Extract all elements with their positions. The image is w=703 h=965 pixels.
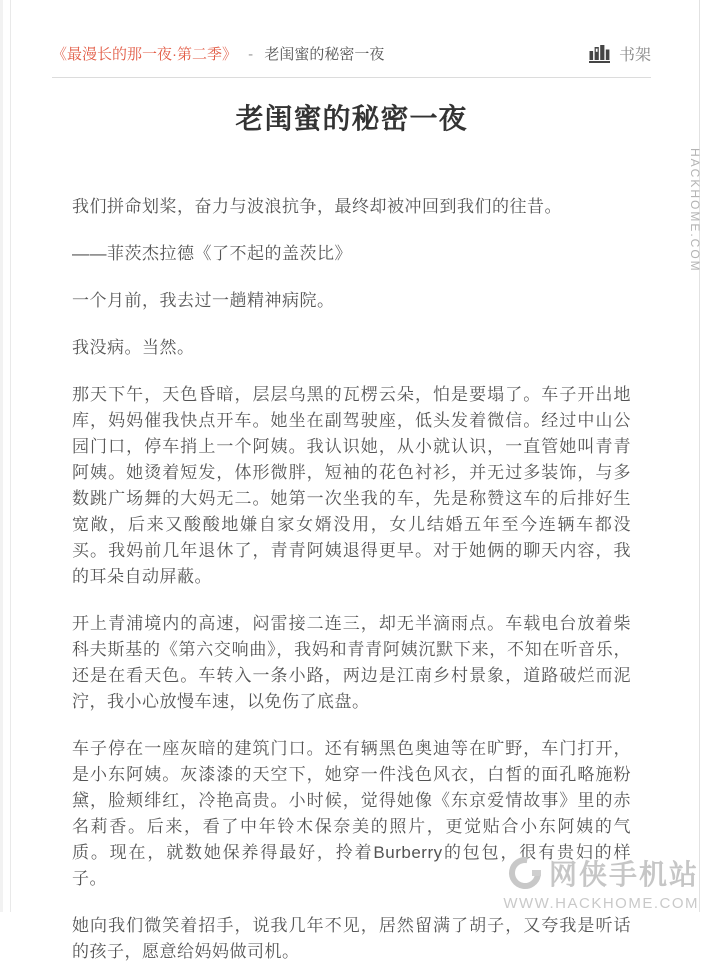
bookshelf-button[interactable] (589, 42, 651, 65)
paragraph: ——菲茨杰拉德《了不起的盖茨比》 (72, 244, 352, 263)
article-body (52, 194, 651, 965)
paragraph: 那天下午，天色昏暗，层层乌黑的瓦楞云朵，怕是要塌了。车子开出地库，妈妈催我快点开车。她坐在副驾驶座，低头发着微信。经过中山公园门口，停车捎上一个阿姨。我认识她，从小就认识，一直管她叫青青阿姨。她烫着短发，体形微胖，短袖的花色衬衫，并无过多装饰，与多数跳广场舞的大妈无二。她第一次坐我的车，先是称赞这车的后排好生宽敞，后来又酸酸地嫌自家女婿没用，女儿结婚五年至今连辆车都没买。我妈前几年退休了，青青阿姨退得更早。对于她俩的聊天内容，我的耳朵自动屏蔽。 (72, 385, 631, 586)
breadcrumb-chapter: 老闺蜜的秘密一夜 (264, 46, 385, 63)
watermark-site-name: 网侠手机站 (548, 859, 699, 890)
breadcrumb (52, 43, 384, 64)
watermark-site-block (503, 853, 699, 912)
chapter-title: 老闺蜜的秘密一夜 (235, 103, 468, 134)
site-logo-icon (505, 853, 545, 893)
watermark-vertical-text: HACKHOME.COM (688, 148, 702, 273)
header-divider (52, 77, 651, 78)
bookshelf-icon (589, 44, 610, 63)
paragraph: 开上青浦境内的高速，闷雷接二连三，却无半滴雨点。车载电台放着柴科夫斯基的《第六交响曲》，我妈和青青阿姨沉默下来，不知在听音乐，还是在看天色。车转入一条小路，两边是江南乡村景象，道路破烂而泥泞，我小心放慢车速，以免伤了底盘。 (72, 614, 631, 711)
reader-header (52, 0, 651, 65)
paragraph: 车子停在一座灰暗的建筑门口。还有辆黑色奥迪等在旷野，车门打开，是小东阿姨。灰漆漆的天空下，她穿一件浅色风衣，白皙的面孔略施粉黛，脸颊绯红，冷艳高贵。小时候，觉得她像《东京爱情故事》里的赤名莉香。后来，看了中年铃木保奈美的照片，更觉贴合小东阿姨的气质。现在，就数她保养得最好，拎着Burberry的包包，很有贵妇的样子。 (72, 739, 631, 888)
paragraph: 她向我们微笑着招手，说我几年不见，居然留满了胡子，又夸我是听话的孩子，愿意给妈妈做司机。 (72, 916, 631, 961)
bookshelf-label: 书架 (618, 47, 651, 64)
book-title-link[interactable]: 《最漫长的那一夜·第二季》 (52, 46, 237, 63)
paragraph: 一个月前，我去过一趟精神病院。 (72, 291, 335, 310)
watermark-site-url: WWW.HACKHOME.COM (503, 895, 699, 912)
breadcrumb-separator: - (248, 46, 254, 63)
paragraph: 我们拼命划桨，奋力与波浪抗争，最终却被冲回到我们的往昔。 (72, 197, 562, 216)
paragraph: 我没病。当然。 (72, 338, 195, 357)
